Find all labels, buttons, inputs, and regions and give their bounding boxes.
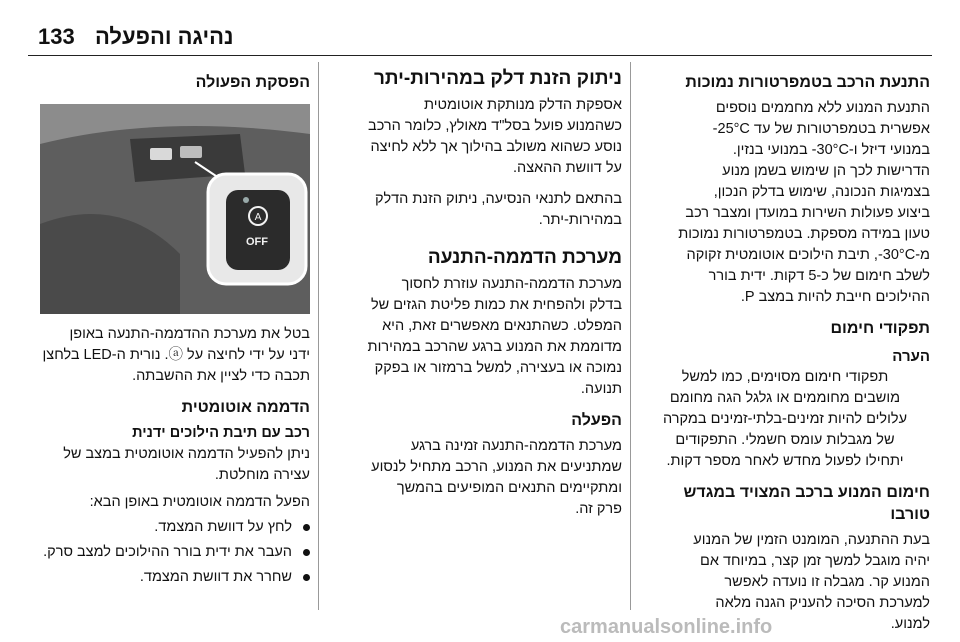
column-divider-right: [630, 62, 631, 610]
text-line: ידני על ידי לחיצה על ⓐ. נורית ה-LED בלחצן: [42, 347, 310, 363]
list-item-text: העבר את ידית בורר ההילוכים למצב סרק.: [43, 544, 292, 560]
middle-column: [328, 66, 622, 614]
text-line: טעון במידה מספקת. בטמפרטורות נמוכות: [678, 226, 930, 242]
right-paragraph-1: [640, 98, 930, 308]
text-line: לשלב חימום של כ-5 דקות. ידית בורר: [708, 268, 930, 284]
text-line: מערכת הדממה-התנעה עוזרת לחסוך: [401, 276, 622, 292]
left-paragraph-1: [32, 324, 310, 387]
text-line: ומתקיימים התנאים המופיעים בהמשך: [396, 480, 622, 496]
left-column: [32, 66, 310, 614]
text-line: בצמיגות הנכונה, שימוש בדלק הנכון,: [713, 184, 930, 200]
middle-paragraph-2: [328, 189, 622, 231]
text-line: כשהמנוע פועל בסל"ד מאולץ, כלומר הרכב: [368, 118, 622, 134]
text-line: בטל את מערכת ההדממה-התנעה באופן: [69, 326, 310, 342]
note-body: [640, 367, 930, 472]
text-line: מ-30°C-, תיבת הילוכים אוטומטית זקוקה: [686, 247, 930, 263]
text-line: יהיה מוגבל למשך זמן קצר, במיוחד אם: [699, 553, 930, 569]
text-line: ביצוע פעולות השירות במועדן ומצבר רכב: [685, 205, 930, 221]
turbo-warmup-title: [640, 482, 930, 526]
text-line: הדרישות לכך הן שימוש בשמן מנוע: [722, 163, 930, 179]
text-line: בעת ההתנעה, המומנט הזמין של המנוע: [693, 532, 930, 548]
text-line: המנוע קר. מגבלה זו נועדה לאפשר: [724, 574, 930, 590]
off-label: OFF: [246, 236, 268, 248]
text-line: ההילוכים חייבת להיות במצב P.: [740, 289, 930, 305]
text-line: בדלק ולהפחית את כמות פליטת הגזים של: [370, 297, 622, 313]
text-line: שמתניעים את המנוע, הרכב מתחיל לנסוע: [371, 459, 622, 475]
page-header: [0, 0, 960, 62]
middle-paragraph-4: [328, 436, 622, 520]
steps-list: [32, 517, 310, 588]
list-item: [32, 542, 310, 563]
page-number: 133: [38, 24, 75, 49]
chapter-title: נהיגה והפעלה: [95, 24, 234, 49]
text-line: של מגבלות עומס חשמלי. התפקודים: [675, 432, 895, 448]
auto-stop-title: הדממה אוטומטית: [181, 399, 310, 416]
middle-paragraph-3: [328, 274, 622, 400]
list-item: [32, 517, 310, 538]
text-line: עצירה מוחלטת.: [214, 467, 310, 483]
middle-paragraph-1: [328, 95, 622, 179]
text-line: מדוממת את המנוע ברגע שהרכב במהירות: [367, 339, 622, 355]
text-line: מערכת הדממה-התנעה זמינה ברגע: [410, 438, 622, 454]
deactivation-title: הפסקת הפעולה: [195, 74, 310, 91]
watermark: carmanualsonline.info: [560, 616, 773, 638]
right-section-title: התנעת הרכב בטמפרטורות נמוכות: [685, 74, 930, 91]
left-paragraph-2: [32, 444, 310, 486]
bullet-dot: [303, 574, 310, 581]
bullet-dot: [303, 524, 310, 531]
text-line: נמוכה או בעצירה, למשל ברמזור או בפקק: [374, 360, 622, 376]
note-title: הערה: [892, 348, 930, 365]
text-line: תנועה.: [580, 381, 622, 397]
title-line: טורבו: [890, 506, 930, 523]
text-line: יתחילו לפעול מחדש לאחר מספר דקות.: [666, 453, 904, 469]
text-line: נוסע כשהוא משולב בהילוך אך ללא לחיצה: [370, 139, 622, 155]
title-line: חימום המנוע ברכב המצויד במגדש: [683, 484, 930, 501]
text-line: עלולים להיות זמינים-בלתי-זמינים במקרה: [662, 411, 908, 427]
text-line: למנוע.: [890, 616, 930, 632]
activation-title: הפעלה: [571, 412, 622, 429]
svg-text:A: A: [254, 212, 262, 223]
stop-start-title: מערכת הדממה-התנעה: [427, 247, 622, 268]
text-line: פרק זה.: [575, 501, 622, 517]
heating-functions-title: תפקודי חימום: [830, 320, 930, 337]
header-rule: [28, 55, 932, 56]
text-line: במנועי דיזל ו-30°C- במנועי בנזין.: [732, 142, 930, 158]
stop-start-button-photo: [40, 104, 310, 314]
right-column: [640, 66, 930, 632]
manual-transmission-subtitle: רכב עם תיבת הילוכים ידנית: [132, 425, 310, 441]
text-line: מושבים מחוממים או גלגל הגה מחומם: [669, 390, 901, 406]
bullet-dot: [303, 549, 310, 556]
text-line: ניתן להפעיל הדממה אוטומטית במצב של: [63, 446, 310, 462]
text-line: התנעת המנוע ללא מחממים נוספים: [715, 100, 930, 116]
fuel-cutoff-title: ניתוק הזנת דלק במהירות-יתר: [373, 68, 622, 89]
text-line: אפשרית בטמפרטורות של עד 25°C-: [712, 121, 930, 137]
list-item-text: שחרר את דוושת המצמד.: [139, 569, 292, 585]
text-line: בהתאם לתנאי הנסיעה, ניתוק הזנת הדלק: [375, 191, 622, 207]
list-item: [32, 567, 310, 588]
text-line: המפלט. כשהתנאים מאפשרים זאת, היא: [382, 318, 622, 334]
text-line: במהירות-יתר.: [538, 212, 622, 228]
text-line: למערכת הסיכה להעניק הגנה מלאה: [715, 595, 930, 611]
text-line: תכבה כדי לציין את ההשבתה.: [132, 368, 310, 384]
button-photo-drawing: [40, 104, 310, 314]
column-divider-left: [318, 62, 319, 610]
list-item-text: לחץ על דוושת המצמד.: [154, 519, 292, 535]
left-paragraph-3: הפעל הדממה אוטומטית באופן הבא:: [89, 494, 310, 510]
text-line: תפקודי חימום מסוימים, כמו למשל: [681, 369, 889, 385]
text-line: אספקת הדלק מנותקת אוטומטית: [424, 97, 622, 113]
text-line: על דוושת ההאצה.: [513, 160, 622, 176]
